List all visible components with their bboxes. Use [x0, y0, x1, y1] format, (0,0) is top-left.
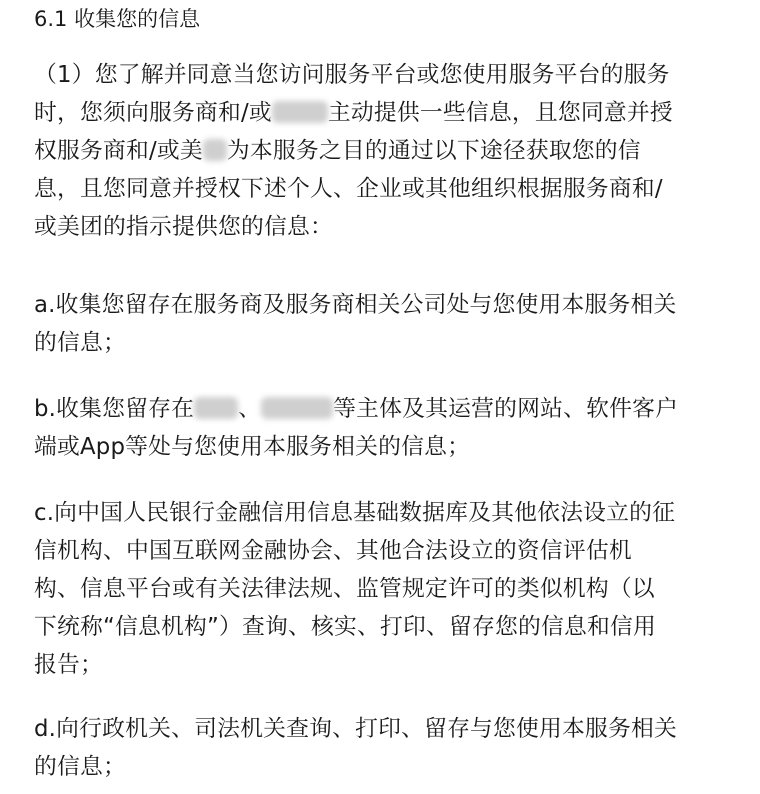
- item-a-line-2: 的信息；: [34, 330, 126, 356]
- paragraph-d: [34, 710, 734, 786]
- intro-line-4: 息，且您同意并授权下述个人、企业或其他组织根据服务商和/: [34, 176, 663, 202]
- section-title: 6.1 收集您的信息: [34, 7, 201, 31]
- item-b-line-1-end: 等主体及其运营的网站、软件客户: [333, 396, 679, 422]
- item-c-line-5: 报告；: [34, 652, 103, 678]
- item-c-line-2: 信机构、中国互联网金融协会、其他合法设立的资信评估机: [34, 538, 632, 564]
- intro-line-2-end: 主动提供一些信息，且您同意并授: [327, 100, 673, 126]
- intro-line-3-start: 权服务商和/或美: [34, 138, 203, 164]
- redacted-text: [194, 397, 238, 419]
- paragraph-intro: [34, 56, 734, 246]
- redacted-text: [272, 101, 328, 123]
- redacted-text: [203, 139, 227, 161]
- paragraph-a: [34, 286, 734, 362]
- paragraph-c: [34, 494, 734, 684]
- intro-line-5: 或美团的指示提供您的信息：: [34, 214, 333, 240]
- intro-line-3: [34, 132, 734, 170]
- intro-line-2-start: 时，您须向服务商和/或: [34, 100, 272, 126]
- item-c-line-1: c.向中国人民银行金融信用信息基础数据库及其他依法设立的征: [34, 500, 676, 526]
- item-a-line-1: a.收集您留存在服务商及服务商相关公司处与您使用本服务相关: [34, 292, 677, 318]
- intro-line-3-end: 为本服务之目的通过以下途径获取您的信: [226, 138, 641, 164]
- item-b-separator: 、: [238, 396, 262, 422]
- paragraph-b: [34, 390, 734, 466]
- item-c-line-3: 构、信息平台或有关法律法规、监管规定许可的类似机构（以: [34, 576, 655, 602]
- item-b-line-2: 端或App等处与您使用本服务相关的信息；: [34, 434, 471, 460]
- item-d-line-2: 的信息；: [34, 754, 126, 780]
- intro-line-1: （1）您了解并同意当您访问服务平台或您使用服务平台的服务: [34, 62, 670, 88]
- item-c-line-4: 下统称“信息机构”）查询、核实、打印、留存您的信息和信用: [34, 614, 656, 640]
- intro-line-2: [34, 94, 734, 132]
- redacted-text: [261, 397, 333, 419]
- item-d-line-1: d.向行政机关、司法机关查询、打印、留存与您使用本服务相关: [34, 716, 678, 742]
- item-b-line-1-start: b.收集您留存在: [34, 396, 195, 422]
- item-b-line-1: [34, 390, 734, 428]
